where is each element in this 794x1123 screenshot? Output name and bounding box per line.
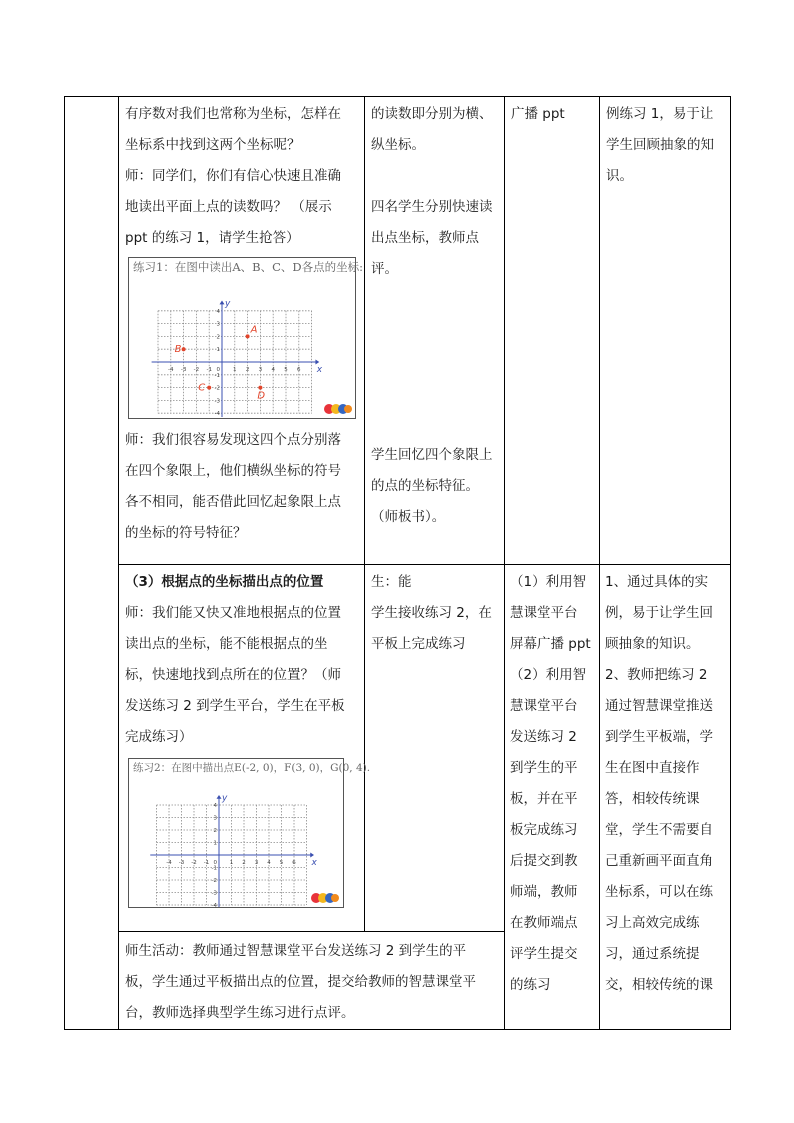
text-line: 通过智慧课堂推送 (605, 698, 713, 714)
y-tick-label: -1 (211, 865, 217, 872)
student-activity-cell (365, 97, 505, 565)
y-tick-label: 2 (213, 828, 217, 834)
x-axis-label: x (316, 365, 323, 375)
x-tick-label: 4 (271, 367, 275, 373)
x-tick-label: -3 (178, 860, 185, 866)
text-line: 在四个象限上，他们横纵坐标的符号 (125, 463, 341, 479)
y-tick-label: -2 (211, 878, 217, 884)
text-line: 评学生提交 (510, 946, 578, 962)
text-line: 后提交到教 (510, 853, 578, 869)
text-line: 慧课堂平台 (510, 605, 578, 621)
text-line: （师板书）。 (371, 509, 446, 525)
text-line: 到学生的平 (510, 760, 578, 776)
y-tick-label: 1 (216, 347, 220, 354)
text-line: 坐标系，可以在练 (605, 884, 713, 900)
text-line: 板，并在平 (510, 791, 578, 807)
teacher-student-activity-cell (119, 932, 505, 1030)
y-tick-label: 3 (216, 321, 220, 328)
y-tick-label: -4 (211, 903, 217, 907)
exercise-2-title: 练习2：在图中描出点E(-2, 0)，F(3, 0)，G(0, 4). (133, 762, 371, 774)
point-label-d: D (257, 390, 266, 402)
text-line: 在教师端点 (510, 915, 578, 931)
x-tick-label: 4 (267, 860, 271, 866)
text-line: 地读出平面上点的读数吗？ （展示 (125, 199, 332, 215)
text-line: 己重新画平面直角 (605, 853, 713, 869)
text-line: 生：能 (371, 574, 412, 590)
text-line: 出点坐标，教师点 (371, 230, 479, 246)
text-line: （1）利用智 (510, 574, 587, 590)
x-tick-label: 6 (297, 367, 301, 373)
ball-logo-icon (310, 892, 340, 904)
text-line: 标，快速地找到点所在的位置？（师 (125, 667, 341, 683)
y-tick-label: 4 (213, 803, 217, 809)
x-tick-label: 3 (254, 860, 259, 866)
text-line: 顾抽象的知识。 (605, 636, 700, 652)
y-tick-label: -1 (214, 372, 220, 379)
text-line: 板完成练习 (510, 822, 578, 838)
y-tick-label: -3 (214, 398, 220, 405)
text-line: 1、通过具体的实 (605, 574, 709, 590)
x-tick-label: -1 (203, 860, 210, 866)
intent-cell (600, 97, 731, 565)
section-heading: （3）根据点的坐标描出点的位置 (125, 574, 324, 590)
text-line: 师：同学们，你们有信心快速且准确 (125, 168, 341, 184)
y-tick-label: -4 (214, 411, 220, 418)
text-line: 有序数对我们也常称为坐标，怎样在 (125, 106, 341, 122)
ball-logo-icon (323, 403, 353, 415)
point-label-c: C (198, 382, 206, 394)
text-line: 生在图中直接作 (605, 760, 700, 776)
point-d (258, 386, 262, 390)
text-line: 纵坐标。 (371, 137, 425, 153)
x-tick-label: -2 (191, 860, 197, 866)
text-line: 堂，学生不需要自 (605, 822, 713, 838)
text-line: 的练习 (510, 977, 551, 993)
y-tick-label: 4 (216, 308, 220, 315)
text-line: 学生接收练习 2，在 (371, 605, 492, 621)
text-line: 发送练习 2 (510, 729, 577, 745)
origin-label: 0 (213, 860, 217, 866)
text-line: ppt 的练习 1，请学生抢答） (125, 230, 300, 246)
x-tick-label: -3 (180, 367, 187, 373)
text-line: 师生活动：教师通过智慧课堂平台发送练习 2 到学生的平 (125, 943, 467, 959)
text-line: 四名学生分别快速读 (371, 199, 493, 215)
y-axis-label: y (222, 793, 228, 804)
process-cell (119, 565, 371, 932)
text-line: 学生回顾抽象的知 (606, 137, 714, 153)
student-activity-cell (365, 565, 505, 932)
text-line: 坐标系中找到这两个坐标呢？ (125, 137, 301, 153)
text-line: 师：我们能又快又准地根据点的位置 (125, 605, 341, 621)
text-line: 台，教师选择典型学生练习进行点评。 (125, 1005, 355, 1021)
y-axis-label: y (225, 299, 231, 310)
x-tick-label: 2 (245, 367, 250, 373)
exercise-2-figure (128, 758, 371, 908)
x-tick-label: -4 (166, 860, 172, 866)
text-line: 习上高效完成练 (605, 915, 700, 931)
x-tick-label: -1 (206, 367, 212, 373)
media-cell (505, 97, 600, 565)
x-axis-label: x (311, 858, 317, 868)
text-line: 评。 (371, 261, 398, 277)
text-line: 慧课堂平台 (510, 698, 578, 714)
origin-label: 0 (216, 367, 220, 373)
coordinate-grid-1 (129, 258, 355, 418)
y-tick-label: 2 (216, 334, 220, 341)
text-line: 答，相较传统课 (605, 791, 700, 807)
point-b (182, 347, 186, 351)
text-line: 屏幕广播 ppt (510, 636, 591, 652)
text-line: 学生回忆四个象限上 (371, 447, 493, 463)
table-row (65, 565, 731, 932)
x-axis-arrow-icon (315, 360, 319, 365)
y-tick-label: 3 (213, 815, 217, 822)
stage-cell (65, 97, 119, 1030)
media-cell (505, 565, 600, 1030)
text-line: 发送练习 2 到学生平台，学生在平板 (125, 698, 345, 714)
x-tick-label: 6 (292, 860, 296, 866)
x-tick-label: 1 (233, 367, 237, 373)
text-line: 师：我们很容易发现这四个点分别落 (125, 432, 341, 448)
text-line: （2）利用智 (510, 667, 587, 683)
y-tick-label: -3 (211, 890, 217, 897)
text-line: 板，学生通过平板描出点的位置，提交给教师的智慧课堂平 (125, 974, 476, 990)
text-line: 例练习 1，易于让 (606, 106, 714, 122)
point-label-a: A (250, 324, 258, 336)
text-line: 交，相较传统的课 (605, 977, 713, 993)
text-line: 习，通过系统提 (605, 946, 700, 962)
table-row (65, 97, 731, 565)
x-tick-label: -4 (168, 367, 174, 373)
text-line: 识。 (606, 168, 633, 184)
y-tick-label: 1 (213, 840, 217, 847)
text-line: 平板上完成练习 (371, 636, 466, 652)
point-label-b: B (174, 344, 182, 356)
coordinate-grid-2 (129, 759, 343, 907)
text-line: 的读数即分别为横、 (371, 106, 493, 122)
x-tick-label: 3 (258, 367, 263, 373)
y-axis-arrow-icon (217, 795, 222, 799)
y-tick-label: -2 (214, 385, 220, 392)
intent-cell (600, 565, 731, 1030)
point-a (246, 334, 250, 338)
text-line: 广播 ppt (511, 106, 565, 122)
point-c (207, 386, 211, 390)
text-line: 例，易于让学生回 (605, 605, 713, 621)
y-axis-arrow-icon (220, 301, 225, 305)
text-line: 读出点的坐标，能不能根据点的坐 (125, 636, 328, 652)
x-tick-label: 5 (279, 860, 284, 866)
x-tick-label: 1 (229, 860, 234, 866)
x-tick-label: 2 (242, 860, 246, 866)
lesson-plan-table (64, 96, 731, 1030)
text-line: 的点的坐标特征。 (371, 478, 479, 494)
text-line: 2、教师把练习 2 (605, 667, 708, 683)
text-line: 各不相同，能否借此回忆起象限上点 (125, 494, 341, 510)
exercise-1-figure (128, 257, 363, 419)
text-line: 完成练习） (125, 729, 193, 745)
text-line: 的坐标的符号特征？ (125, 525, 247, 541)
text-line: 师端，教师 (510, 884, 578, 900)
x-tick-label: 5 (284, 367, 288, 373)
x-tick-label: -2 (193, 367, 200, 373)
exercise-1-title: 练习1：在图中读出A、B、C、D各点的坐标: (133, 260, 363, 274)
x-axis-arrow-icon (310, 853, 314, 858)
process-cell (119, 97, 365, 565)
text-line: 到学生平板端，学 (605, 729, 713, 745)
